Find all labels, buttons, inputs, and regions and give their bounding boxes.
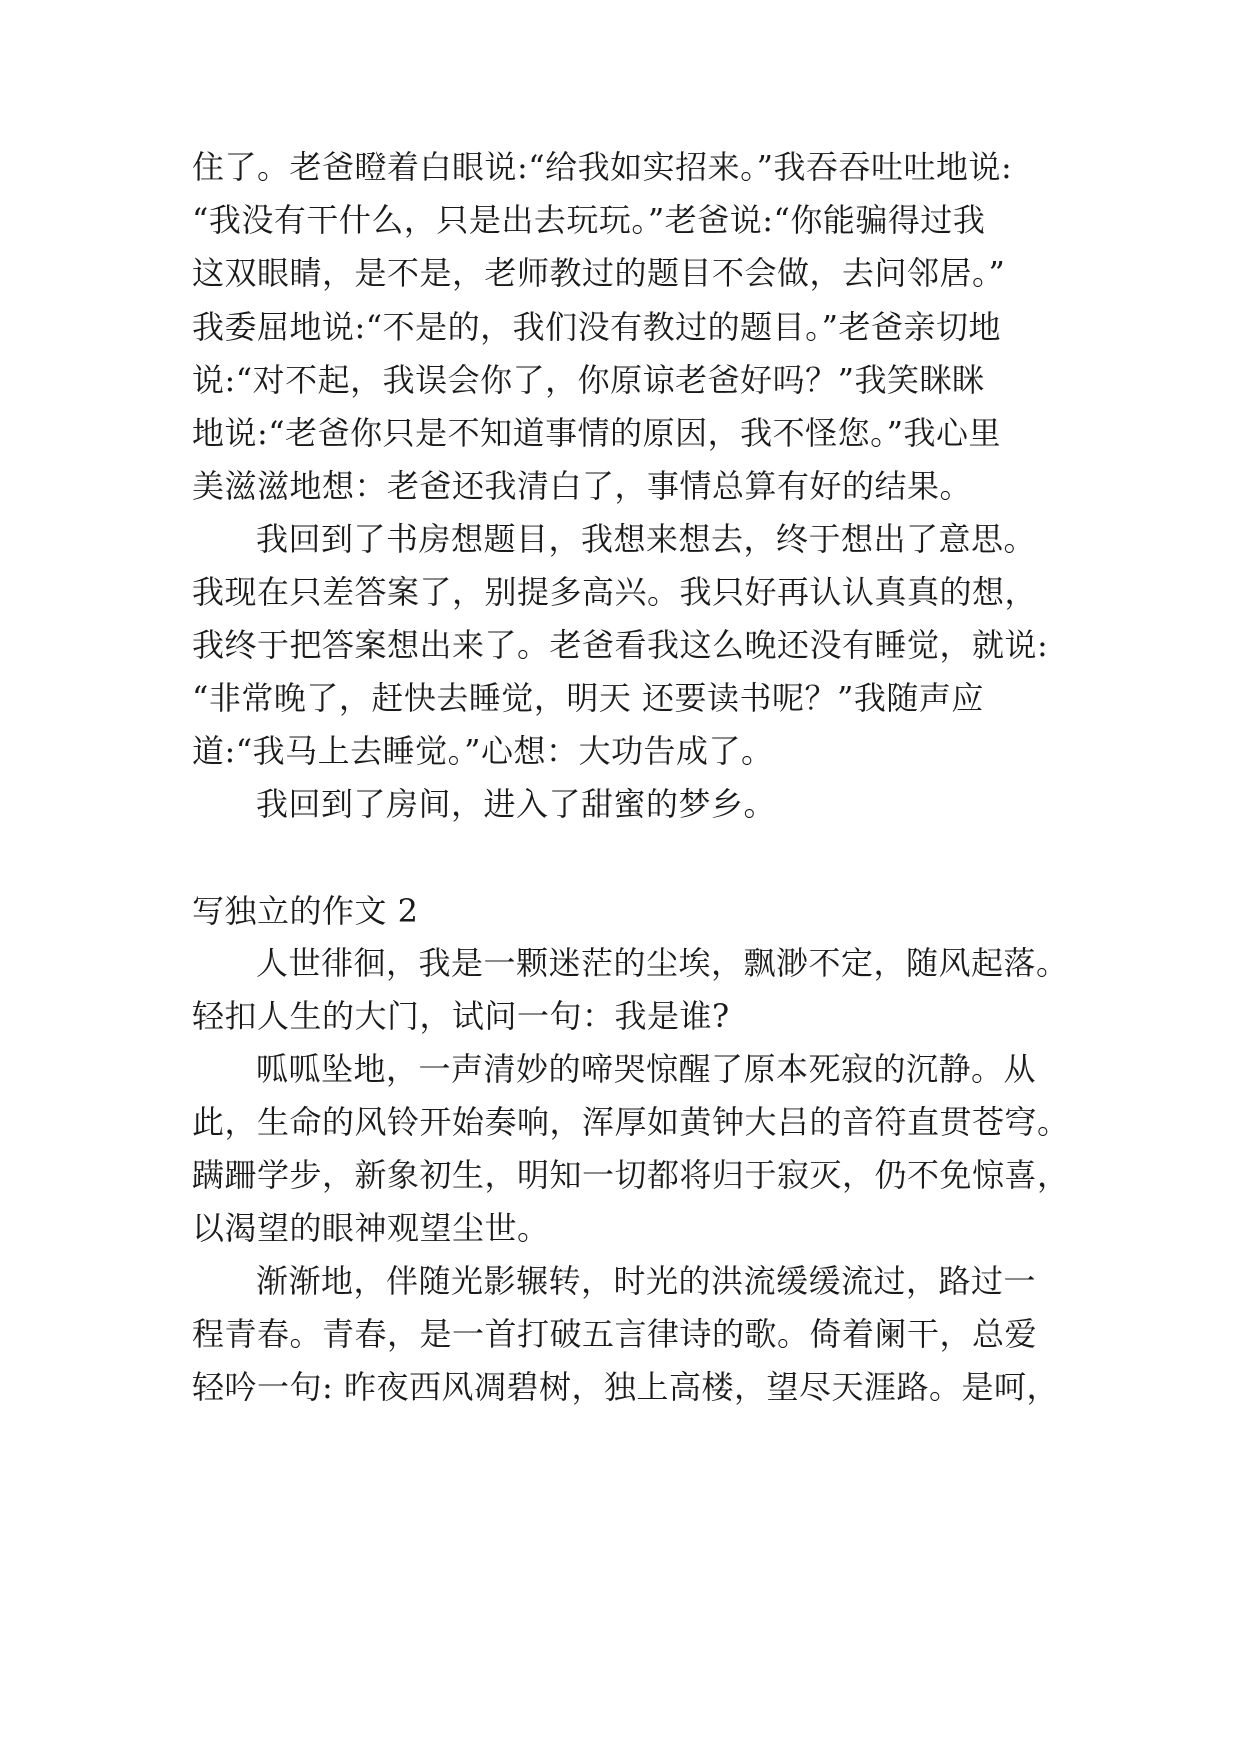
text-line: 轻扣人生的大门，试问一句：我是谁? xyxy=(192,997,730,1035)
text-line: 说:“对不起，我误会你了，你原谅老爸好吗？”我笑眯眯 xyxy=(192,361,985,399)
text-line: 蹒跚学步，新象初生，明知一切都将归于寂灭，仍不免惊喜， xyxy=(192,1156,1070,1194)
text-line: “我没有干什么，只是出去玩玩。”老爸说:“你能骗得过我 xyxy=(192,201,986,239)
text-line: 美滋滋地想：老爸还我清白了，事情总算有好的结果。 xyxy=(192,467,973,505)
text-line: “非常晚了，赶快去睡觉，明天 还要读书呢？”我随声应 xyxy=(192,679,984,717)
text-line: 此，生命的风铃开始奏响，浑厚如黄钟大吕的音符直贯苍穹。 xyxy=(192,1103,1070,1141)
text-line: 程青春。青春，是一首打破五言律诗的歌。倚着阑干，总爱 xyxy=(192,1315,1038,1353)
text-line: 住了。老爸瞪着白眼说:“给我如实招来。”我吞吞吐吐地说: xyxy=(192,148,1013,186)
paragraph-first-line: 呱呱坠地，一声清妙的啼哭惊醒了原本死寂的沉静。从 xyxy=(256,1050,1037,1088)
paragraph-first-line: 我回到了书房想题目，我想来想去，终于想出了意思。 xyxy=(256,520,1037,558)
text-line: 我委屈地说:“不是的，我们没有教过的题目。”老爸亲切地 xyxy=(192,308,1002,346)
text-line: 以渴望的眼神观望尘世。 xyxy=(192,1209,550,1247)
text-line: 地说:“老爸你只是不知道事情的原因，我不怪您。”我心里 xyxy=(192,414,1002,452)
paragraph-first-line: 我回到了房间，进入了甜蜜的梦乡。 xyxy=(256,785,777,823)
section-heading: 写独立的作文 2 xyxy=(192,892,419,930)
text-line: 我现在只差答案了，别提多高兴。我只好再认认真真的想， xyxy=(192,573,1038,611)
text-line: 轻吟一句: 昨夜西风凋碧树，独上高楼，望尽天涯路。是呵， xyxy=(192,1368,1059,1406)
paragraph-first-line: 渐渐地，伴随光影辗转，时光的洪流缓缓流过，路过一 xyxy=(256,1262,1037,1300)
text-line: 我终于把答案想出来了。老爸看我这么晚还没有睡觉，就说: xyxy=(192,626,1049,664)
text-line: 这双眼睛，是不是，老师教过的题目不会做，去问邻居。” xyxy=(192,254,1006,292)
paragraph-first-line: 人世徘徊，我是一颗迷茫的尘埃，飘渺不定，随风起落。 xyxy=(256,944,1069,982)
text-line: 道:“我马上去睡觉。”心想：大功告成了。 xyxy=(192,732,774,770)
